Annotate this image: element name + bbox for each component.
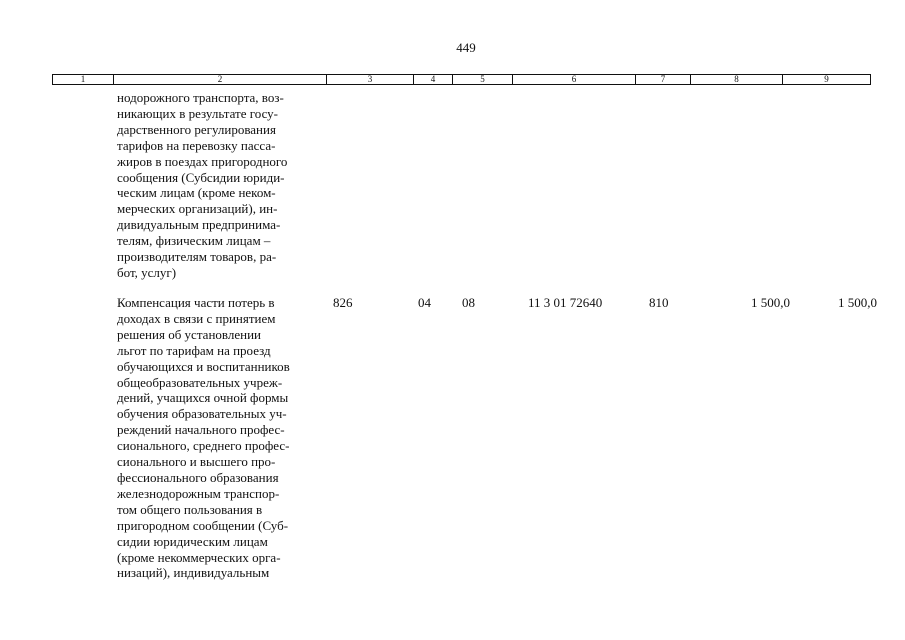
expense-type-code: 810	[649, 295, 669, 310]
column-header-4: 4	[413, 75, 452, 84]
column-header-1: 1	[80, 74, 86, 84]
amount-year-2: 1 500,0	[838, 295, 877, 310]
row-description-continued: нодорожного транспорта, воз- никающих в результате госу- дарственного регулирования тарифов на перевозку пасса- жиров в поездах пригородного сообщения (Субсидии юриди- ческим лицам (кроме неком- мерческих организаций), ин- дивидуальным предпринима- телям, физическим лицам – производителям товаров, ра- бот, услуг)	[117, 90, 288, 280]
column-header-2: 2	[113, 75, 326, 84]
column-header-6: 6	[512, 75, 635, 84]
target-article-code: 11 3 01 72640	[528, 295, 603, 310]
row-description: Компенсация части потерь в доходах в связи с принятием решения об установлении льгот по тарифам на проезд обучающихся и воспитанников общеобразовательных учреж- дений, учащихся очной формы обучения образовательных уч- реждений начального профес- сионального, среднего профес- сионального и высшего про- фессионального образования железнодорожным транспор- том общего пользования в пригородном сообщении (Суб- сидии юридическим лицам (кроме некоммерческих орга- низаций), индивидуальным	[117, 295, 290, 581]
subsection-code: 08	[462, 295, 475, 310]
ministry-code: 826	[333, 295, 353, 310]
table-header-row	[52, 74, 871, 85]
column-header-3: 3	[326, 75, 413, 84]
column-header-9: 9	[782, 75, 870, 84]
page-number: 449	[456, 40, 476, 55]
amount-year-1: 1 500,0	[751, 295, 790, 310]
column-header-7: 7	[635, 75, 690, 84]
column-header-8: 8	[690, 75, 782, 84]
column-header-5: 5	[452, 75, 512, 84]
section-code: 04	[418, 295, 431, 310]
